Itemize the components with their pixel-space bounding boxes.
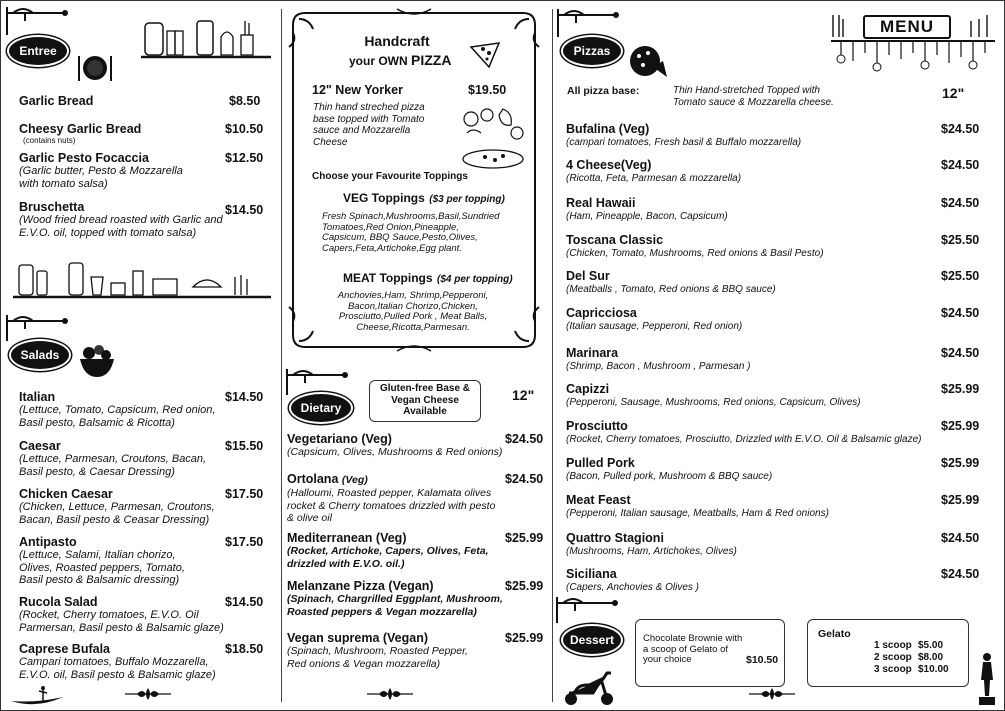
item-description: Roasted peppers & Vegan mozzarella) — [287, 605, 477, 618]
column-divider — [281, 9, 282, 702]
item-description: Basil pesto, Balsamic & Ricotta) — [19, 416, 175, 429]
item-price: $14.50 — [225, 595, 264, 609]
item-price: $24.50 — [941, 158, 980, 172]
pizza-ingredients-icon — [459, 103, 529, 171]
item-price: $25.99 — [505, 531, 544, 545]
menu-item — [287, 472, 545, 525]
statue-icon — [973, 651, 1001, 707]
item-description: (Ricotta, Feta, Parmesan & mozzarella) — [566, 173, 742, 184]
item-description: (Spinach, Mushroom, Roasted Pepper, — [287, 645, 468, 657]
handcraft-subtitle: your OWN PIZZA — [349, 52, 452, 68]
handcraft-description: Thin hand streched pizza base topped with Tomato sauce and Mozzarella Cheese — [313, 102, 425, 148]
item-description: (Italian sausage, Pepperoni, Red onion) — [566, 321, 743, 332]
item-price: $14.50 — [225, 203, 264, 217]
gelato-scoop-list — [874, 640, 949, 676]
menu-item — [566, 456, 986, 484]
item-name: Melanzane Pizza (Vegan) — [287, 579, 434, 593]
item-name: Garlic Pesto Focaccia — [19, 151, 149, 165]
section-sign-dessert: Dessert — [561, 624, 623, 656]
section-sign-salads: Salads — [9, 339, 71, 371]
menu-item — [566, 233, 986, 261]
item-description: (Rocket, Artichoke, Capers, Olives, Feta, — [287, 545, 489, 557]
menu-item — [566, 196, 986, 224]
salad-bowl-icon — [77, 341, 117, 381]
menu-item — [19, 439, 269, 478]
item-description: E.V.O. oil, topped with tomato salsa) — [19, 226, 197, 239]
veg-toppings-list: Fresh Spinach,Mushrooms,Basil,Sundried Tomatoes,Red Onion,Pineapple, Capsicum, BBQ Sauce,Pesto,Olives, Capers,Feta,Artichoke,Egg plant. — [322, 211, 500, 254]
ornament-divider-icon — [365, 687, 415, 701]
menu-item — [287, 631, 545, 670]
item-name: Rucola Salad — [19, 595, 98, 609]
menu-logo: MENU — [863, 15, 951, 39]
item-price: $25.99 — [941, 493, 980, 507]
item-description: (campari tomatoes, Fresh basil & Buffalo mozzarella) — [566, 137, 802, 148]
item-description: Red onions & Vegan mozzarella) — [287, 657, 441, 670]
item-price: $25.50 — [941, 233, 980, 247]
item-description: E.V.O. oil, Basil pesto & Balsamic glaze) — [19, 668, 216, 681]
item-price: $18.50 — [225, 642, 264, 656]
menu-item — [19, 390, 269, 429]
menu-item — [566, 531, 986, 559]
item-description: (Mushrooms, Ham, Artichokes, Olives) — [566, 546, 737, 557]
item-description: (Bacon, Pulled pork, Mushroom & BBQ sauce) — [566, 471, 773, 482]
menu-item — [19, 94, 269, 108]
item-price: $17.50 — [225, 535, 264, 549]
item-name: Capizzi — [566, 382, 610, 396]
item-price: $24.50 — [505, 432, 544, 446]
menu-item — [566, 346, 986, 374]
item-description: (Chicken, Lettuce, Parmesan, Croutons, — [19, 501, 215, 513]
section-sign-dietary: Dietary — [289, 392, 353, 424]
item-description: (Spinach, Chargrilled Eggplant, Mushroom, — [287, 593, 503, 605]
menu-item — [287, 531, 545, 570]
item-price: $25.99 — [941, 456, 980, 470]
gelato-box — [807, 619, 969, 687]
item-description: Basil pesto & Balsamic dressing) — [19, 574, 180, 586]
item-price: $15.50 — [225, 439, 264, 453]
hanging-sign-bracket-icon — [5, 5, 75, 39]
brownie-description: Chocolate Brownie with a scoop of Gelato of your choice — [643, 633, 743, 665]
item-name: Meat Feast — [566, 493, 631, 507]
pizza-base-description: Thin Hand-stretched Topped with Tomato sauce & Mozzarella cheese. — [673, 85, 834, 108]
item-price: $24.50 — [941, 567, 980, 581]
menu-item — [566, 419, 986, 447]
item-price: $25.99 — [505, 579, 544, 593]
menu-item — [566, 567, 986, 595]
item-name: Marinara — [566, 346, 619, 360]
item-price: $25.99 — [941, 419, 980, 433]
plate-cutlery-icon — [75, 53, 115, 83]
item-description: (Meatballs , Tomato, Red onions & BBQ sauce) — [566, 284, 776, 295]
item-description: (Lettuce, Tomato, Capsicum, Red onion, — [19, 404, 216, 416]
item-price: $25.99 — [941, 382, 980, 396]
menu-item — [566, 306, 986, 334]
item-name: Siciliana — [566, 567, 617, 581]
item-description: (Pepperoni, Sausage, Mushrooms, Red onions, Capsicum, Olives) — [566, 397, 861, 408]
choose-toppings-heading: Choose your Favourite Toppings — [312, 171, 468, 182]
brownie-box — [635, 619, 785, 687]
item-name: Bufalina (Veg) — [566, 122, 650, 136]
gelato-title: Gelato — [818, 628, 851, 640]
item-description: & olive oil — [287, 512, 332, 524]
menu-item — [566, 158, 986, 186]
item-name: Garlic Bread — [19, 94, 94, 108]
item-description: (Capers, Anchovies & Olives ) — [566, 582, 700, 593]
item-price: $12.50 — [225, 151, 264, 165]
item-name: Antipasto — [19, 535, 77, 549]
item-name: Bruschetta — [19, 200, 85, 214]
item-price: $8.50 — [229, 94, 261, 108]
item-description: (Pepperoni, Italian sausage, Meatballs, Ham & Red onions) — [566, 508, 829, 519]
item-price: $25.99 — [505, 631, 544, 645]
item-name: Prosciutto — [566, 419, 628, 433]
item-description: (Halloumi, Roasted pepper, Kalamata olives — [287, 487, 492, 499]
item-description: (Capsicum, Olives, Mushrooms & Red onions) — [287, 446, 503, 458]
item-description: (Chicken, Tomato, Mushrooms, Red onions & Basil Pesto) — [566, 248, 824, 259]
item-price: $25.50 — [941, 269, 980, 283]
item-name: Quattro Stagioni — [566, 531, 664, 545]
menu-item — [19, 200, 269, 239]
item-price: $14.50 — [225, 390, 264, 404]
item-name: Capricciosa — [566, 306, 637, 320]
column-divider — [552, 9, 553, 702]
menu-item — [19, 642, 269, 681]
item-description: (Rocket, Cherry tomatoes, E.V.O. Oil — [19, 609, 199, 621]
pizza-slice-icon — [469, 41, 501, 69]
menu-item — [566, 269, 986, 297]
item-description: (Wood fried bread roasted with Garlic and — [19, 214, 223, 226]
item-description: drizzled with E.V.O. oil.) — [287, 557, 405, 570]
gelato-scoop-row: 2 scoop $8.00 — [874, 652, 944, 663]
gelato-scoop-row: 1 scoop $5.00 — [874, 640, 944, 651]
item-name: Del Sur — [566, 269, 610, 283]
item-description: (Ham, Pineapple, Bacon, Capsicum) — [566, 211, 728, 222]
handcraft-title: Handcraft — [364, 33, 430, 49]
menu-item — [19, 535, 269, 587]
hanging-sign-bracket-icon — [555, 595, 625, 625]
veg-toppings-heading: VEG Toppings ($3 per topping) — [343, 191, 505, 205]
item-description: Bacan, Basil pesto & Ceasar Dressing) — [19, 513, 210, 526]
item-name: Toscana Classic — [566, 233, 664, 247]
dietary-size: 12" — [512, 387, 535, 403]
item-description: with tomato salsa) — [19, 177, 108, 190]
item-description: (Garlic butter, Pesto & Mozzarella — [19, 165, 183, 177]
scooter-icon — [561, 671, 617, 707]
item-name: Vegan suprema (Vegan) — [287, 631, 429, 645]
item-name: Italian — [19, 390, 56, 404]
kitchen-shelf-icon — [141, 17, 271, 61]
menu-item — [287, 579, 545, 618]
item-name: 4 Cheese(Veg) — [566, 158, 652, 172]
section-sign-entree: Entree — [7, 35, 69, 67]
item-description: (Shrimp, Bacon , Mushroom , Parmesan ) — [566, 361, 751, 372]
menu-item — [19, 151, 269, 190]
item-price: $24.50 — [941, 346, 980, 360]
item-name: Cheesy Garlic Bread — [19, 122, 142, 136]
item-price: $24.50 — [941, 196, 980, 210]
item-name: Caesar — [19, 439, 61, 453]
section-sign-pizzas: Pizzas — [561, 35, 623, 67]
item-description: rocket & Cherry tomatoes drizzled with pesto — [287, 499, 496, 512]
menu-item — [19, 487, 269, 526]
item-name: Real Hawaii — [566, 196, 636, 210]
item-note: (contains nuts) — [23, 136, 76, 145]
item-description: (Lettuce, Parmesan, Croutons, Bacan, — [19, 453, 207, 465]
menu-item — [566, 122, 986, 150]
item-price: $24.50 — [505, 472, 544, 486]
menu-item — [566, 493, 986, 521]
item-description: Campari tomatoes, Buffalo Mozzarella, — [19, 656, 209, 668]
gluten-free-notice: Gluten-free Base & Vegan Cheese Available — [369, 380, 481, 422]
pizza-size: 12" — [942, 85, 965, 101]
item-name: Chicken Caesar — [19, 487, 113, 501]
brownie-price: $10.50 — [746, 654, 779, 666]
item-name: Caprese Bufala — [19, 642, 111, 656]
item-description: Parmersan, Basil pesto & Balsamic glaze) — [19, 621, 224, 634]
ornament-divider-icon — [123, 687, 173, 701]
meat-toppings-list: Anchovies,Ham, Shrimp,Pepperoni, Bacon,Italian Chorizo,Chicken, Prosciutto,Pulled Pork , Meat Balls, Cheese,Ricotta,Parmesan. — [337, 290, 489, 333]
menu-item — [19, 595, 269, 634]
item-price: $24.50 — [941, 306, 980, 320]
pizza-icon — [627, 43, 669, 81]
meat-toppings-heading: MEAT Toppings ($4 per topping) — [343, 271, 513, 285]
item-description: Olives, Roasted peppers, Tomato, — [19, 561, 185, 574]
item-name: Ortolana (Veg) — [287, 472, 368, 486]
item-price: $17.50 — [225, 487, 264, 501]
handcraft-size: 12" New Yorker — [312, 83, 403, 97]
item-name: Pulled Pork — [566, 456, 635, 470]
item-name: Vegetariano (Veg) — [287, 432, 392, 446]
gondola-icon — [9, 685, 65, 707]
ornament-divider-icon — [747, 687, 797, 701]
item-description: (Rocket, Cherry tomatoes, Prosciutto, Drizzled with E.V.O. Oil & Balsamic glaze) — [566, 434, 922, 445]
handcraft-price: $19.50 — [468, 83, 507, 97]
item-description: (Lettuce, Salami, Italian chorizo, — [19, 549, 176, 561]
menu-item — [566, 382, 986, 410]
item-name: Mediterranean (Veg) — [287, 531, 407, 545]
menu-item — [287, 432, 545, 459]
kitchen-shelf-icon — [13, 257, 271, 301]
menu-item — [19, 122, 269, 145]
item-price: $24.50 — [941, 122, 980, 136]
gelato-scoop-row: 3 scoop $10.00 — [874, 664, 949, 675]
item-price: $24.50 — [941, 531, 980, 545]
item-price: $10.50 — [225, 122, 264, 136]
pizza-base-label: All pizza base: — [567, 85, 640, 97]
item-description: Basil pesto, & Caesar Dressing) — [19, 465, 175, 478]
